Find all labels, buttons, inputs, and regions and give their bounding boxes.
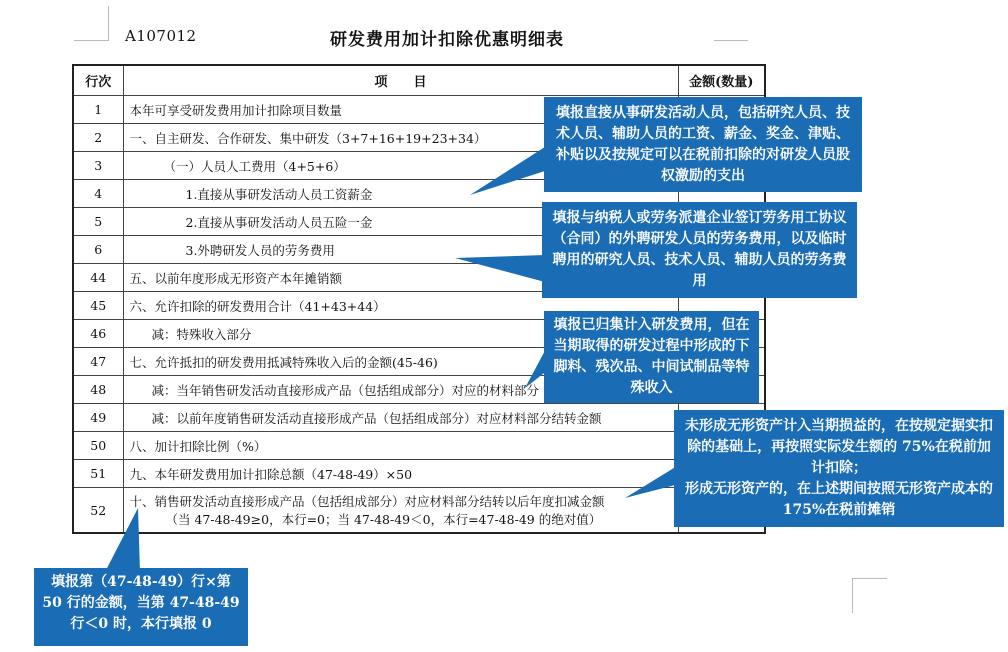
pointer-c5: [105, 508, 140, 572]
row-no: 51: [73, 460, 123, 488]
row-no: 49: [73, 404, 123, 432]
row-no: 45: [73, 292, 123, 320]
callout-personnel-wages: 填报直接从事研发活动人员，包括研究人员、技术人员、辅助人员的工资、薪金、奖金、津贴、补贴以及按规定可以在税前扣除的对研发人员股权激励的支出: [544, 97, 862, 192]
form-code: A107012: [125, 27, 197, 45]
row-no: 44: [73, 264, 123, 292]
callout-external-labor: 填报与纳税人或劳务派遣企业签订劳务用工协议（合同）的外聘研发人员的劳务费用，以及临时聘用的研究人员、技术人员、辅助人员的劳务费用: [542, 202, 857, 298]
callout-deduction-rule: [674, 410, 1004, 527]
row-item: 减：当年销售研发活动直接形成产品（包括组成部分）对应的材料部分: [123, 376, 678, 404]
row-item: 2.直接从事研发活动人员五险一金: [123, 208, 678, 236]
row-item: 减：特殊收入部分: [123, 320, 678, 348]
row-no: 4: [73, 180, 123, 208]
row-no: 2: [73, 124, 123, 152]
row-no: 46: [73, 320, 123, 348]
row-item: 九、本年研发费用加计扣除总额（47-48-49）×50: [123, 460, 678, 488]
row-item: 1.直接从事研发活动人员工资薪金: [123, 180, 678, 208]
callout-special-income: 填报已归集计入研发费用，但在当期取得的研发过程中形成的下脚料、残次品、中间试制品等特殊收入: [544, 311, 759, 403]
pointer-c2: [455, 255, 545, 282]
row-item: 七、允许抵扣的研发费用抵减特殊收入后的金额(45-46): [123, 348, 678, 376]
row-no: 47: [73, 348, 123, 376]
row-no: 50: [73, 432, 123, 460]
col-header-item: 项 目: [123, 65, 678, 96]
callout-row52-rule: 填报第（47-48-49）行×第 50 行的金额，当第 47-48-49 行＜0 时，本行填报 0: [34, 568, 248, 646]
row-item-line2: （当 47-48-49≥0，本行=0；当 47-48-49＜0，本行=47-48-49 的绝对值）: [165, 512, 602, 527]
row-no: 52: [73, 488, 123, 534]
pointer-c1: [470, 145, 548, 195]
row-item: 六、允许扣除的研发费用合计（41+43+44）: [123, 292, 678, 320]
row-item-line1: 十、销售研发活动直接形成产品（包括组成部分）对应材料部分结转以后年度扣减金额: [129, 494, 605, 509]
row-no: 48: [73, 376, 123, 404]
row-item: 3.外聘研发人员的劳务费用: [123, 236, 678, 264]
row-no: 1: [73, 96, 123, 124]
callout-deduction-rule-b: 形成无形资产的，在上述期间按照无形资产成本的 175%在税前摊销: [685, 481, 993, 518]
row-item: 减：以前年度销售研发活动直接形成产品（包括组成部分）对应材料部分结转金额: [123, 404, 678, 432]
row-item: 五、以前年度形成无形资产本年摊销额: [123, 264, 678, 292]
col-header-no: 行次: [73, 65, 123, 96]
callout-deduction-rule-a: 未形成无形资产计入当期损益的，在按规定据实扣除的基础上，再按照实际发生额的 75%在税前加计扣除；: [685, 418, 993, 476]
row-no: 3: [73, 152, 123, 180]
row-item: 一、自主研发、合作研发、集中研发（3+7+16+19+23+34）: [123, 124, 678, 152]
row-no: 6: [73, 236, 123, 264]
row-item: （一）人员人工费用（4+5+6）: [123, 152, 678, 180]
row-no: 5: [73, 208, 123, 236]
row-item: 八、加计扣除比例（%）: [123, 432, 678, 460]
page-title: 研发费用加计扣除优惠明细表: [330, 30, 564, 50]
col-header-amount: 金额(数量): [678, 65, 765, 96]
row-item: 本年可享受研发费用加计扣除项目数量: [123, 96, 678, 124]
